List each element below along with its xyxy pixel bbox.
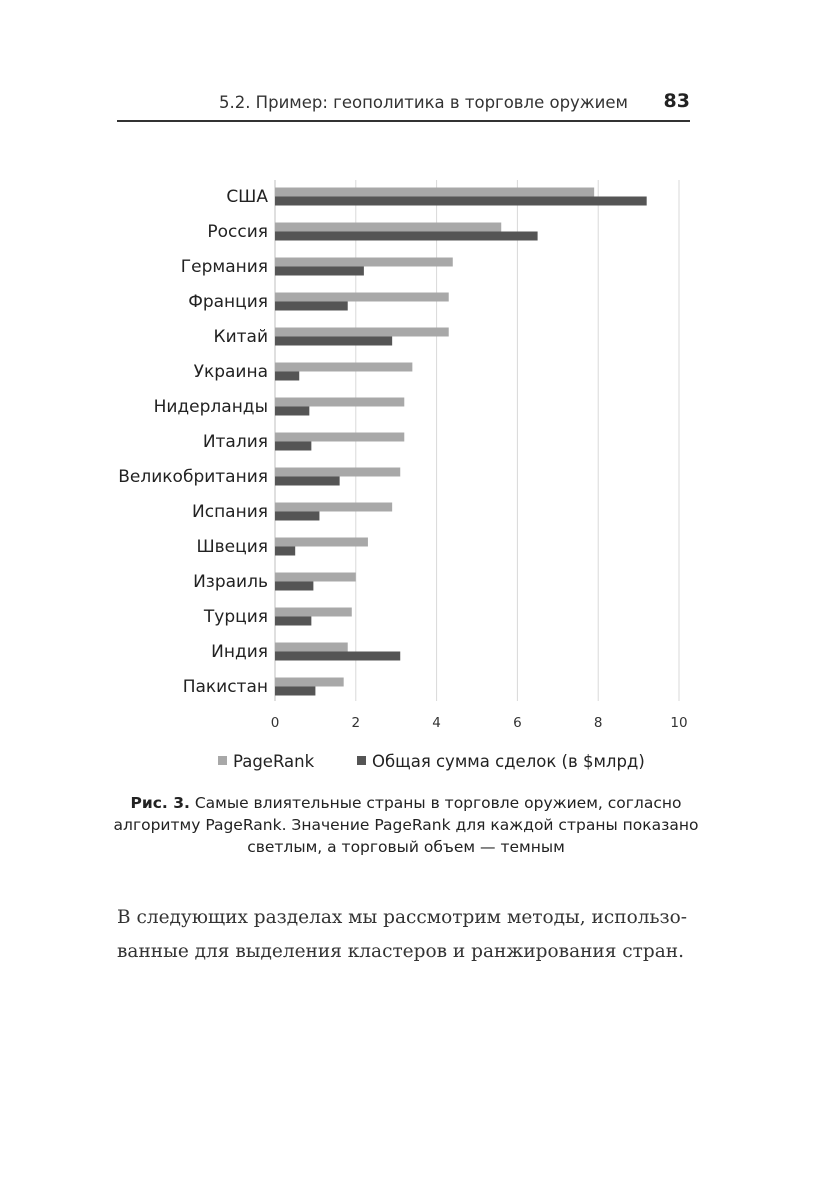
bar-pagerank (275, 188, 594, 197)
bar-deal-total (275, 197, 647, 206)
bar-deal-total (275, 267, 364, 276)
caption-text: Самые влиятельные страны в торговле оружием, согласно алгоритму PageRank. Значение PageRank для каждой страны показано светлым, а торговый объем — темным (113, 794, 699, 856)
section-title: 5.2. Пример: геополитика в торговле оружием (218, 93, 628, 112)
bar-pagerank (275, 468, 400, 477)
x-tick-label: 0 (270, 715, 280, 731)
category-label: Италия (202, 432, 268, 452)
body-line-2: ванные для выделения кластеров и ранжирования стран. (117, 941, 684, 962)
x-tick-label: 8 (593, 715, 603, 731)
bar-pagerank (275, 328, 449, 337)
x-tick-label: 4 (432, 715, 441, 731)
legend-swatch (218, 756, 227, 765)
bar-deal-total (275, 477, 340, 486)
bar-pagerank (275, 643, 348, 652)
x-tick-label: 2 (351, 715, 361, 731)
page-number: 83 (663, 90, 690, 112)
body-line-1: В следующих разделах мы рассмотрим методы, использо- (117, 907, 688, 928)
bar-pagerank (275, 398, 404, 407)
bar-deal-total (275, 617, 311, 626)
bar-pagerank (275, 538, 368, 547)
legend (218, 752, 645, 771)
bar-pagerank (275, 678, 344, 687)
bar-pagerank (275, 433, 404, 442)
category-label: Франция (188, 292, 268, 312)
bar-pagerank (275, 503, 392, 512)
bar-deal-total (275, 652, 400, 661)
category-label: Израиль (193, 572, 268, 592)
category-label: Великобритания (118, 467, 268, 487)
category-label: Россия (207, 222, 268, 242)
category-label: Швеция (196, 537, 268, 557)
caption-label: Рис. 3. (130, 794, 190, 812)
category-label: Испания (192, 502, 268, 522)
bar-deal-total (275, 547, 295, 556)
x-tick-label: 6 (513, 715, 522, 731)
bar-deal-total (275, 372, 299, 381)
bar-pagerank (275, 608, 352, 617)
category-label: Германия (180, 257, 268, 277)
bar-pagerank (275, 258, 453, 267)
bar-pagerank (275, 363, 412, 372)
legend-swatch (357, 756, 366, 765)
category-label: США (226, 187, 268, 207)
body-paragraph (117, 901, 697, 969)
bar-deal-total (275, 687, 315, 696)
x-tick-labels (271, 715, 688, 731)
bar-pagerank (275, 293, 449, 302)
bar-deal-total (275, 232, 538, 241)
category-label: Пакистан (182, 677, 268, 697)
category-label: Индия (211, 642, 268, 662)
category-label: Китай (213, 327, 268, 347)
bar-pagerank (275, 223, 501, 232)
bars (275, 188, 647, 696)
figure-caption (110, 792, 702, 858)
bar-deal-total (275, 337, 392, 346)
category-labels (118, 187, 268, 697)
bar-deal-total (275, 407, 309, 416)
category-label: Украина (193, 362, 268, 382)
legend-label: Общая сумма сделок (в $млрд) (372, 752, 645, 771)
category-label: Нидерланды (153, 397, 268, 417)
bar-deal-total (275, 582, 313, 591)
bar-pagerank (275, 573, 356, 582)
x-tick-label: 10 (670, 715, 688, 731)
bar-deal-total (275, 302, 348, 311)
legend-label: PageRank (233, 752, 315, 771)
bar-deal-total (275, 512, 319, 521)
category-label: Турция (203, 607, 268, 627)
bar-deal-total (275, 442, 311, 451)
